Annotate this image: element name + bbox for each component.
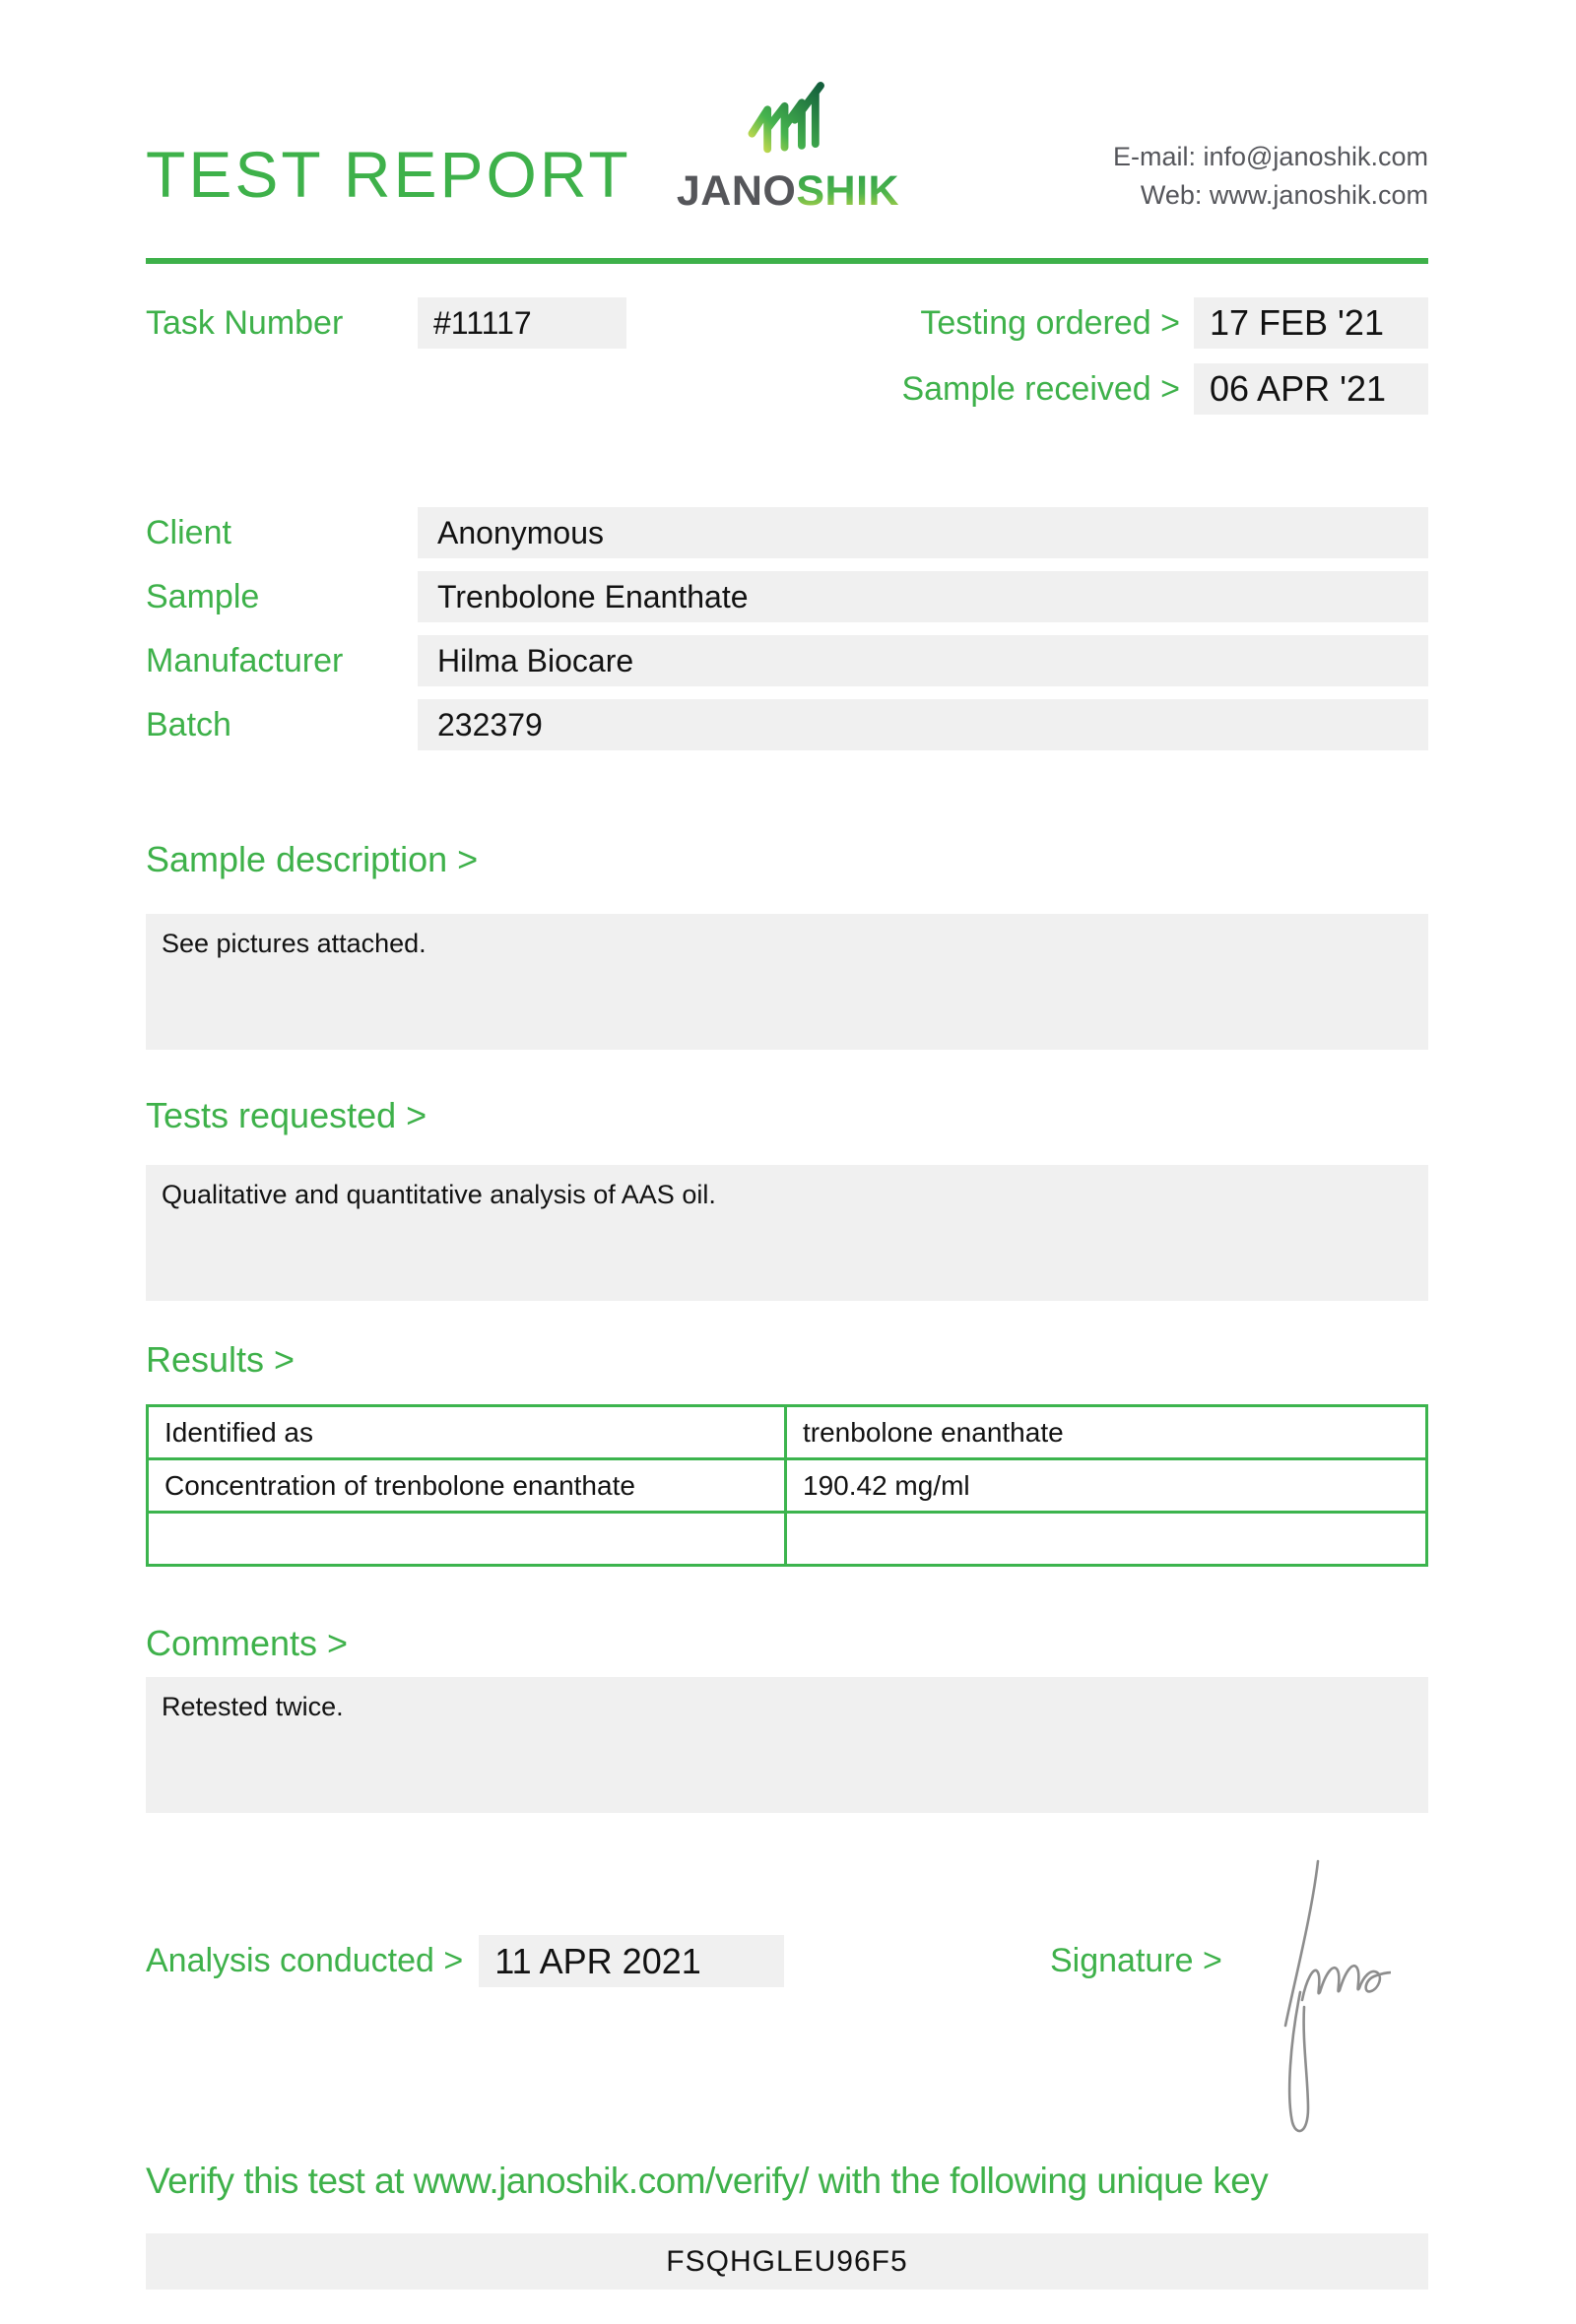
brand-name-right: SHIK [796,167,900,215]
signature-label: Signature > [1050,1942,1222,1979]
sample-received-row [901,363,1428,415]
result-name-cell: Concentration of trenbolone enanthate [148,1459,786,1513]
tests-requested-text: Qualitative and quantitative analysis of AAS oil. [162,1180,716,1209]
tests-requested-box [146,1165,1428,1301]
client-row [146,507,1428,558]
page-title: TEST REPORT [146,138,631,211]
result-value-cell: 190.42 mg/ml [786,1459,1427,1513]
web-label: Web: [1140,180,1210,210]
email-value: info@janoshik.com [1203,142,1428,171]
sample-value: Trenbolone Enanthate [418,571,1428,622]
result-value-cell: trenbolone enanthate [786,1406,1427,1459]
verify-instruction: Verify this test at www.janoshik.com/verify/ with the following unique key [146,2161,1269,2201]
comments-box [146,1677,1428,1813]
sample-description-heading: Sample description > [146,839,479,879]
tests-requested-heading: Tests requested > [146,1095,427,1135]
task-dates-row [146,297,1428,415]
signature-scribble [1263,1854,1391,2145]
testing-ordered-row [901,297,1428,349]
sample-label: Sample [146,577,260,615]
sample-received-label: Sample received > [901,369,1180,408]
batch-row [146,699,1428,750]
client-label: Client [146,513,231,551]
sample-description-text: See pictures attached. [162,929,427,958]
contact-web [1113,176,1428,215]
result-name-cell [148,1513,786,1566]
janoshik-logo [675,79,901,213]
manufacturer-row [146,635,1428,686]
trend-chart-icon [745,79,831,158]
results-table [146,1404,1428,1567]
result-name-cell: Identified as [148,1406,786,1459]
testing-ordered-label: Testing ordered > [920,303,1180,342]
testing-ordered-value: 17 FEB '21 [1194,297,1428,349]
table-row [148,1459,1427,1513]
batch-value: 232379 [418,699,1428,750]
comments-text: Retested twice. [162,1692,344,1721]
batch-label: Batch [146,705,231,743]
task-number-value: #11117 [418,297,626,349]
brand-name-left: JANO [676,167,797,215]
analysis-conducted-row [146,1935,784,1987]
sample-description-box [146,914,1428,1050]
email-label: E-mail: [1112,142,1204,171]
task-number-label: Task Number [146,303,344,342]
sample-row [146,571,1428,622]
analysis-conducted-value: 11 APR 2021 [479,1935,784,1987]
contact-email [1113,138,1428,176]
brand-name [675,167,901,215]
contact-info [1113,138,1428,215]
table-row [148,1406,1427,1459]
client-value: Anonymous [418,507,1428,558]
unique-key-value: FSQHGLEU96F5 [146,2233,1428,2290]
analysis-conducted-label: Analysis conducted > [146,1942,464,1979]
task-number-field [146,297,626,349]
header-divider [146,258,1428,264]
web-value: www.janoshik.com [1209,180,1428,210]
results-heading: Results > [146,1339,296,1380]
manufacturer-value: Hilma Biocare [418,635,1428,686]
sample-received-value: 06 APR '21 [1194,363,1428,415]
dates-block [901,297,1428,415]
result-value-cell [786,1513,1427,1566]
sample-info-fields [146,507,1428,763]
table-row [148,1513,1427,1566]
comments-heading: Comments > [146,1623,349,1663]
manufacturer-label: Manufacturer [146,641,344,679]
